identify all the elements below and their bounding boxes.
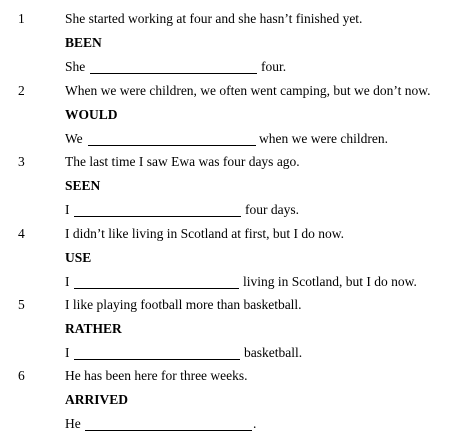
exercise-3-suffix: four days. [245,202,299,217]
exercise-4-prefix: I [65,274,70,289]
exercise-6-sentence: He has been here for three weeks. [65,368,248,383]
exercise-1-prefix: She [65,59,86,74]
exercise-5-suffix: basketball. [244,345,303,360]
exercise-4-suffix: living in Scotland, but I do now. [243,274,417,289]
exercise-2-number: 2 [18,83,25,98]
exercise-5-number: 5 [18,297,25,312]
exercise-2-prefix: We [65,131,83,146]
exercise-5-keyword: RATHER [65,321,122,336]
exercise-4-keyword: USE [65,250,92,265]
exercise-3-answer-blank[interactable] [74,216,241,217]
exercise-5-prefix: I [65,345,70,360]
exercise-3-sentence: The last time I saw Ewa was four days ago. [65,154,300,169]
exercise-4-sentence: I didn’t like living in Scotland at first, but I do now. [65,226,344,241]
exercise-5-answer-blank[interactable] [74,359,240,360]
exercise-6-answer-blank[interactable] [85,430,252,431]
exercise-1-answer-blank[interactable] [90,73,257,74]
exercise-1-keyword: BEEN [65,35,102,50]
exercise-2-answer-blank[interactable] [88,145,256,146]
exercise-3-number: 3 [18,154,25,169]
exercise-1-sentence: She started working at four and she hasn’t finished yet. [65,11,363,26]
exercise-4-number: 4 [18,226,25,241]
exercise-4-answer-blank[interactable] [74,288,239,289]
exercise-2-suffix: when we were children. [259,131,388,146]
exercise-3-keyword: SEEN [65,178,101,193]
exercise-1-number: 1 [18,11,25,26]
exercise-6-suffix: . [253,416,257,431]
exercise-3-prefix: I [65,202,70,217]
exercise-1-suffix: four. [261,59,287,74]
exercise-6-number: 6 [18,368,25,383]
exercise-2-sentence: When we were children, we often went camping, but we don’t now. [65,83,431,98]
exercise-2-keyword: WOULD [65,107,118,122]
exercise-6-prefix: He [65,416,81,431]
exercise-5-sentence: I like playing football more than basketball. [65,297,302,312]
exercise-6-keyword: ARRIVED [65,392,129,407]
